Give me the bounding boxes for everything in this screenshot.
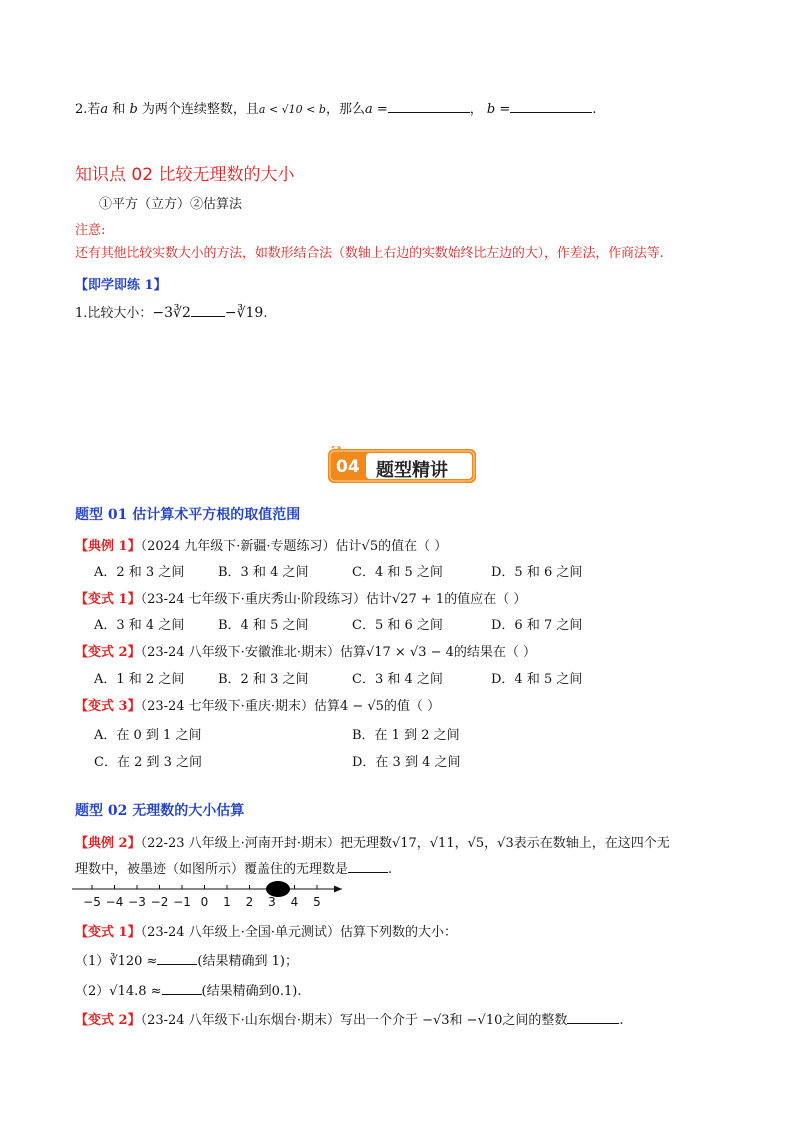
tick-label: 1 xyxy=(223,895,231,909)
variant-2-option-d[interactable]: D．4 和 5 之间 xyxy=(491,672,583,687)
variant-1-option-c[interactable]: C．5 和 6 之间 xyxy=(352,618,443,633)
tick-label: 2 xyxy=(245,895,254,909)
example-2-line2 xyxy=(75,858,392,877)
example-2-text-2: 理数中，被墨迹（如图所示）覆盖住的无理数是 xyxy=(75,862,349,877)
variant-1b-part2 xyxy=(75,980,302,999)
q2-mid1: 和 xyxy=(108,102,130,117)
variant-1b-text: （23-24 八年级上·全国·单元测试）估算下列数的大小： xyxy=(140,925,457,940)
variant-2b-tag: 【变式 2】 xyxy=(75,1013,141,1028)
example-2-text-1: （22-23 八年级上·河南开封·期末）把无理数√17，√11，√5，√3表示在数轴上，在这四个无 xyxy=(140,836,670,851)
tick-label: −2 xyxy=(150,895,169,909)
compare-left: −3∛2 xyxy=(152,305,191,321)
knowledge-point-title: 知识点 02 比较无理数的大小 xyxy=(75,165,295,185)
variant-3-tag: 【变式 3】 xyxy=(75,699,141,714)
variant-3-option-a[interactable]: A．在 0 到 1 之间 xyxy=(94,728,202,743)
q2-sep: ， xyxy=(469,102,483,117)
tick-label: 3 xyxy=(268,895,276,909)
arrow-right-icon xyxy=(334,886,342,893)
variant-2-option-b[interactable]: B．2 和 3 之间 xyxy=(218,672,309,687)
q2-prefix: 2.若 xyxy=(75,102,101,117)
part2-blank[interactable] xyxy=(162,994,202,995)
type02-title: 题型 02 无理数的大小估算 xyxy=(75,803,245,819)
variant-2b-text: （23-24 八年级下·山东烟台·期末）写出一个介于 −√3和 −√10之间的整数 xyxy=(140,1013,568,1028)
variant-1-option-a[interactable]: A．3 和 4 之间 xyxy=(94,618,185,633)
q2-mid2: 为两个连续整数，且 xyxy=(137,102,259,117)
example-2-blank[interactable] xyxy=(348,872,388,873)
variant-2-tag: 【变式 2】 xyxy=(75,645,141,660)
banner-text: 题型精讲 xyxy=(376,460,448,481)
part1-blank[interactable] xyxy=(157,964,197,965)
variant-2b-blank[interactable] xyxy=(567,1023,619,1024)
section-banner xyxy=(328,446,476,484)
variant-1b xyxy=(75,921,457,940)
variant-2-text: （23-24 八年级下·安徽淮北·期末）估算√17 × √3 − 4的结果在（ ） xyxy=(140,645,537,660)
variant-2-option-c[interactable]: C．3 和 4 之间 xyxy=(352,672,443,687)
part1-prefix: （1） xyxy=(75,954,110,969)
example-2-end: . xyxy=(388,862,393,877)
variant-2 xyxy=(75,641,536,660)
var-b: b xyxy=(129,102,138,117)
example-2-tag: 【典例 2】 xyxy=(75,836,141,851)
practice-q1 xyxy=(75,302,267,321)
note-label: 注意: xyxy=(75,223,106,238)
tick-label: −3 xyxy=(128,895,146,909)
answer-blank-b[interactable] xyxy=(510,112,592,113)
part1-expr: ∛120 ≈ xyxy=(109,954,158,969)
part2-prefix: （2） xyxy=(75,984,110,999)
example-1-tag: 【典例 1】 xyxy=(75,539,141,554)
kp-methods: ①平方（立方）②估算法 xyxy=(99,197,243,212)
q2-mid3: ，那么 xyxy=(325,102,365,117)
practice-label: 【即学即练 1】 xyxy=(75,278,167,293)
tick-label: −5 xyxy=(83,895,101,909)
example-1-option-c[interactable]: C．4 和 5 之间 xyxy=(352,565,443,580)
variant-3-option-d[interactable]: D．在 3 到 4 之间 xyxy=(352,755,461,770)
variant-1b-tag: 【变式 1】 xyxy=(75,925,141,940)
b-equals: b = xyxy=(486,102,511,117)
example-1-option-d[interactable]: D．5 和 6 之间 xyxy=(491,565,583,580)
part2-expr: √14.8 ≈ xyxy=(109,984,162,999)
example-2-line1 xyxy=(75,832,670,851)
tick-label: 0 xyxy=(200,895,209,909)
compare-right: −∛19 xyxy=(224,305,264,321)
variant-3 xyxy=(75,695,440,714)
question-2 xyxy=(75,98,596,117)
variant-3-option-c[interactable]: C．在 2 到 3 之间 xyxy=(94,755,203,770)
q2-end: . xyxy=(592,102,597,117)
a-equals: a = xyxy=(364,102,388,117)
part1-note: (结果精确到 1)； xyxy=(197,954,298,969)
variant-2b-end: . xyxy=(619,1013,624,1028)
variant-3-option-b[interactable]: B．在 1 到 2 之间 xyxy=(352,728,460,743)
variant-2b xyxy=(75,1009,624,1028)
variant-3-text: （23-24 七年级下·重庆·期末）估算4 − √5的值（ ） xyxy=(140,699,441,714)
example-1 xyxy=(75,535,447,554)
part2-note: (结果精确到0.1). xyxy=(201,984,302,999)
type01-title: 题型 01 估计算术平方根的取值范围 xyxy=(75,507,301,523)
number-line-svg xyxy=(70,876,350,910)
example-1-option-a[interactable]: A．2 和 3 之间 xyxy=(94,565,185,580)
variant-1-option-b[interactable]: B．4 和 5 之间 xyxy=(218,618,309,633)
note-text: 还有其他比较实数大小的方法，如数形结合法（数轴上右边的实数始终比左边的大），作差法，作商法等. xyxy=(75,246,664,261)
practice-q1-prefix: 1.比较大小： xyxy=(75,306,153,321)
variant-1-option-d[interactable]: D．6 和 7 之间 xyxy=(491,618,583,633)
var-a: a xyxy=(100,102,109,117)
variant-1-tag: 【变式 1】 xyxy=(75,592,141,607)
tick-label: −4 xyxy=(105,895,124,909)
variant-1b-part1 xyxy=(75,950,298,969)
number-line xyxy=(70,876,350,910)
answer-blank-a[interactable] xyxy=(388,112,470,113)
variant-1-text: （23-24 七年级下·重庆秀山·阶段练习）估计√27 + 1的值应在（ ） xyxy=(140,592,527,607)
tick-label: 4 xyxy=(290,895,299,909)
compare-blank[interactable] xyxy=(191,316,225,317)
practice-q1-end: . xyxy=(263,306,268,321)
variant-1 xyxy=(75,588,526,607)
banner-number: 04 xyxy=(336,457,360,477)
q2-inequality: a < √10 < b xyxy=(258,103,326,116)
example-1-text: （2024 九年级下·新疆·专题练习）估计√5的值在（ ） xyxy=(140,539,448,554)
example-1-option-b[interactable]: B．3 和 4 之间 xyxy=(218,565,309,580)
tick-label: −1 xyxy=(173,895,191,909)
variant-2-option-a[interactable]: A．1 和 2 之间 xyxy=(94,672,185,687)
tick-label: 5 xyxy=(313,895,321,909)
